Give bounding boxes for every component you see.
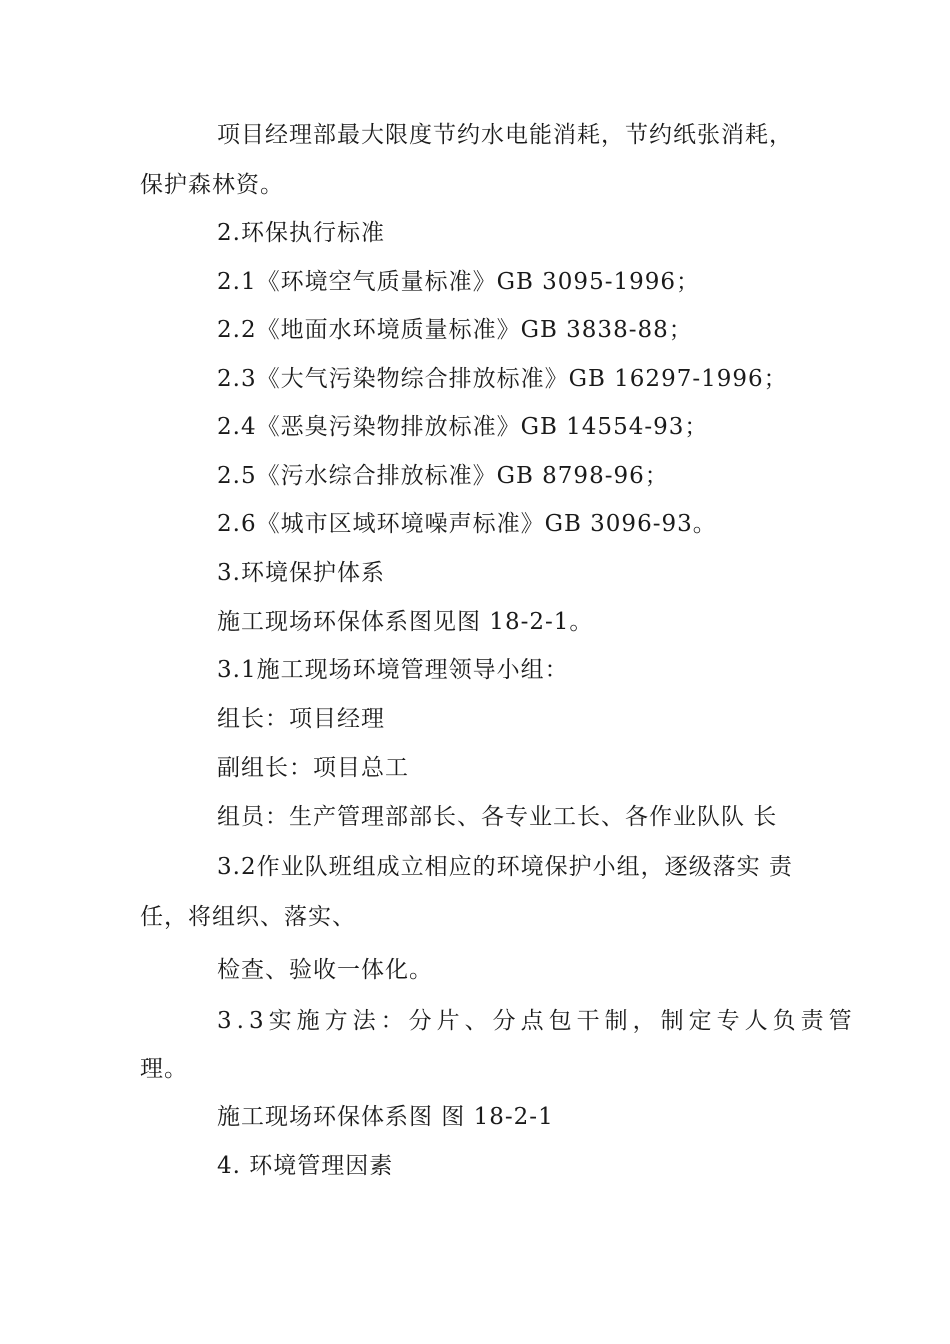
standard-item-2-5: 2.5《污水综合排放标准》GB 8798-96；: [217, 463, 669, 489]
subsection-3-3-line2: 理。: [140, 1056, 188, 1082]
section-heading-standards: 2.环保执行标准: [217, 220, 385, 246]
subsection-3-1: 3.1施工现场环境管理领导小组：: [217, 657, 569, 683]
group-members: 组员：生产管理部部长、各专业工长、各作业队队 长: [217, 804, 778, 830]
paragraph-energy-saving-line2: 保护森林资。: [140, 172, 284, 198]
standard-item-2-4: 2.4《恶臭污染物排放标准》GB 14554-93；: [217, 414, 709, 440]
figure-caption: 施工现场环保体系图 图 18-2-1: [217, 1104, 554, 1130]
subsection-3-2-line2: 任，将组织、落实、: [140, 904, 356, 930]
standard-item-2-2: 2.2《地面水环境质量标准》GB 3838-88；: [217, 317, 693, 343]
section-heading-management-factors: 4. 环境管理因素: [217, 1153, 394, 1179]
standard-item-2-6: 2.6《城市区域环境噪声标准》GB 3096-93。: [217, 511, 717, 537]
paragraph-energy-saving-line1: 项目经理部最大限度节约水电能消耗，节约纸张消耗，: [217, 122, 793, 148]
paragraph-system-figure-ref: 施工现场环保体系图见图 18-2-1。: [217, 609, 594, 635]
standard-item-2-1: 2.1《环境空气质量标准》GB 3095-1996；: [217, 269, 701, 295]
subsection-3-2-line1: 3.2作业队班组成立相应的环境保护小组，逐级落实 责: [217, 854, 793, 880]
group-leader: 组长：项目经理: [217, 706, 385, 732]
group-deputy-leader: 副组长：项目总工: [217, 755, 409, 781]
section-heading-protection-system: 3.环境保护体系: [217, 560, 385, 586]
subsection-3-2-line3: 检查、验收一体化。: [217, 957, 433, 983]
standard-item-2-3: 2.3《大气污染物综合排放标准》GB 16297-1996；: [217, 366, 788, 392]
subsection-3-3-line1: 3.3实施方法：分片、分点包干制，制定专人负责管: [217, 1008, 857, 1034]
